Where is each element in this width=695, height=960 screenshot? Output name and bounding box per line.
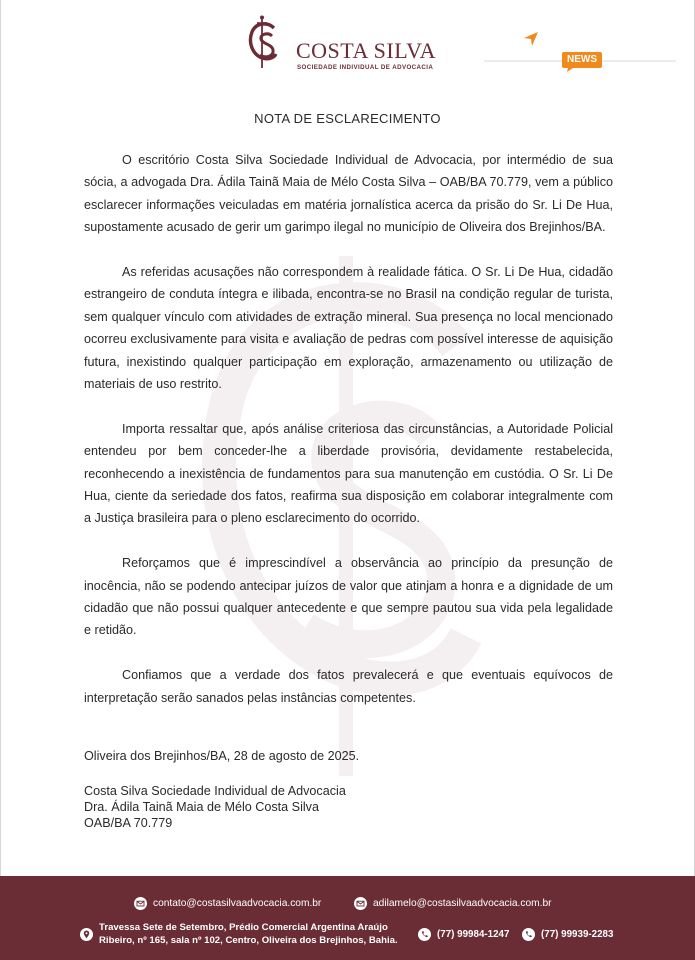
send-arrow-icon: [522, 30, 540, 48]
news-badge-label: NEWS: [567, 54, 597, 65]
footer-phone-2[interactable]: [522, 928, 613, 941]
document-title: NOTA DE ESCLARECIMENTO: [254, 111, 441, 126]
paragraph-1: O escritório Costa Silva Sociedade Individual de Advocacia, por intermédio de sua sócia, a advogada Dra. Ádila Tainã Maia de Mélo Costa Silva – OAB/BA 70.779, vem a público esclarecer informações veiculadas em matéria jornalística acerca da prisão do Sr. Li De Hua, supostamente acusado de gerir um garimpo ilegal no município de Oliveira dos Brejinhos/BA.: [84, 153, 613, 235]
phone-icon: [522, 928, 535, 941]
footer-email-1-text: contato@costasilvaadvocacia.com.br: [153, 898, 322, 909]
paragraph-3: Importa ressaltar que, após análise criteriosa das circunstâncias, a Autoridade Policial entendeu por bem conceder-lhe a liberdade provisória, devidamente restabelecida, reconhecendo a inexistência de fundamentos para sua manutenção em custódia. O Sr. Li De Hua, ciente da seriedade dos fatos, reafirma sua disposição em colaborar integralmente com a Justiça brasileira para o pleno esclarecimento do ocorrido.: [84, 421, 613, 526]
footer-email-lawyer[interactable]: [354, 897, 552, 910]
signature-firm: Costa Silva Sociedade Individual de Advocacia: [84, 784, 346, 798]
footer-email-contact[interactable]: [134, 897, 321, 910]
footer-address-line-2: Ribeiro, nº 165, sala nº 102, Centro, Oliveira dos Brejinhos, Bahia.: [99, 935, 398, 946]
footer-email-2-text: adilamelo@costasilvaadvocacia.com.br: [373, 898, 552, 909]
brand-tagline: SOCIEDADE INDIVIDUAL DE ADVOCACIA: [297, 64, 434, 71]
paragraph-4: Reforçamos que é imprescindível a observância ao princípio da presunção de inocência, não se podendo antecipar juízos de valor que atinjam a honra e a dignidade de um cidadão que não possui qualquer antecedente e que sempre pautou sua vida pela legalidade e retidão.: [84, 556, 613, 638]
paragraph-5: Confiamos que a verdade dos fatos prevalecerá e que eventuais equívocos de interpretação serão sanados pelas instâncias competentes.: [84, 668, 613, 705]
paragraph-2: As referidas acusações não correspondem à realidade fática. O Sr. Li De Hua, cidadão estrangeiro de conduta íntegra e ilibada, encontra-se no Brasil na condição regular de turista, sem qualquer vínculo com atividades de extração mineral. Sua presença no local mencionado ocorreu exclusivamente para visita e avaliação de pedras com possível interesse de aquisição futura, inexistindo qualquer participação em exploração, armazenamento ou utilização de materiais de uso restrito.: [84, 265, 613, 392]
document-body: [84, 149, 613, 709]
signature-block: [84, 783, 346, 832]
footer-address-line-1: Travessa Sete de Setembro, Prédio Comercial Argentina Araújo: [99, 922, 388, 933]
phone-icon: [418, 928, 431, 941]
signature-lawyer: Dra. Ádila Tainã Maia de Mélo Costa Silva: [84, 800, 319, 815]
footer-phone-1-text: (77) 99984-1247: [437, 929, 510, 940]
footer-phone-1[interactable]: [418, 928, 509, 941]
letterhead: [0, 0, 695, 90]
email-icon: [354, 897, 367, 910]
footer-phone-2-text: (77) 99939-2283: [541, 929, 614, 940]
brand-name: COSTA SILVA: [296, 38, 437, 63]
footer: [0, 876, 695, 960]
cs-monogram-logo-icon: [244, 14, 284, 72]
news-badge: [561, 51, 603, 73]
signature-oab: OAB/BA 70.779: [84, 816, 173, 831]
place-date: Oliveira dos Brejinhos/BA, 28 de agosto de 2025.: [84, 749, 360, 763]
footer-address: [80, 921, 398, 947]
email-icon: [134, 897, 147, 910]
location-pin-icon: [80, 928, 93, 941]
brand-logo: [244, 14, 464, 72]
